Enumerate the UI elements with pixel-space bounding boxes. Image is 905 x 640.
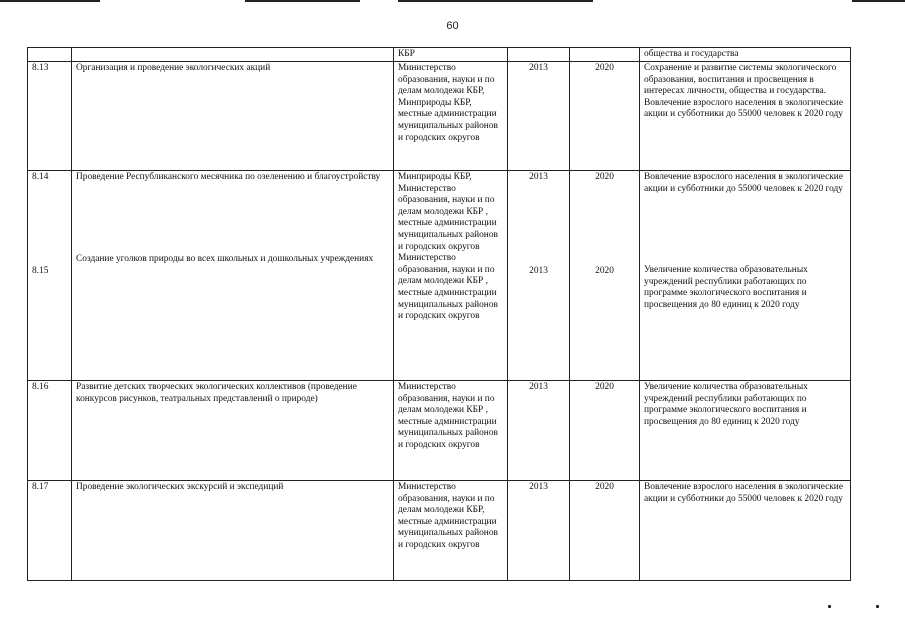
scan-artifact bbox=[398, 0, 593, 2]
result-text: Вовлечение взрослого населения в экологические акции и субботники до 55000 человек к 2020 году bbox=[644, 172, 843, 194]
result-cell: общества и государства bbox=[640, 48, 851, 62]
executor-cell: Министерство образования, науки и по делам молодежи КБР , местные администрации муниципальных районов и городских округов bbox=[394, 381, 508, 481]
event-cell: Развитие детских творческих экологических коллективов (проведение конкурсов рисунков, театральных представлений о природе) bbox=[72, 381, 394, 481]
table-row bbox=[28, 381, 851, 481]
num-cell bbox=[28, 48, 72, 62]
page-number: 60 bbox=[446, 20, 459, 32]
executor-cell: Министерство образования, науки и по делам молодежи КБР, Минприроды КБР, местные администрации муниципальных районов и городских округов bbox=[394, 62, 508, 171]
table-row bbox=[28, 481, 851, 581]
item-number: 8.15 bbox=[32, 265, 49, 276]
result-cell bbox=[640, 171, 851, 381]
scan-speck bbox=[828, 605, 831, 608]
result-cell: Сохранение и развитие системы экологического образования, воспитания и просвещения в интересах личности, общества и государства. Вовлечение взрослого населения в экологические акции и субботники до 55000 человек к 2020 году bbox=[640, 62, 851, 171]
end-year: 2020 bbox=[595, 172, 614, 182]
end-year-cell: 2020 bbox=[570, 62, 640, 171]
end-year-cell: 2020 bbox=[570, 481, 640, 581]
start-year-cell: 2013 bbox=[508, 62, 570, 171]
result-text: Увеличение количества образовательных учреждений республики работающих по программе экологического воспитания и просвещения до 80 единиц к 2020 году bbox=[644, 265, 808, 310]
scan-artifact bbox=[0, 0, 100, 2]
executor-cell: КБР bbox=[394, 48, 508, 62]
start-year: 2013 bbox=[529, 172, 548, 182]
executor-cell: Министерство образования, науки и по делам молодежи КБР, местные администрации муниципальных районов и городских округов bbox=[394, 481, 508, 581]
end-year-cell bbox=[570, 48, 640, 62]
executor-text: Министерство образования, науки и по делам молодежи КБР , местные администрации муниципальных районов и городских округов bbox=[398, 253, 498, 322]
executor-cell bbox=[394, 171, 508, 381]
table-row bbox=[28, 48, 851, 62]
measures-table bbox=[27, 47, 851, 581]
event-text: Создание уголков природы во всех школьных и дошкольных учреждениях bbox=[76, 253, 374, 264]
item-number: 8.14 bbox=[32, 172, 49, 182]
end-year: 2020 bbox=[595, 265, 614, 276]
scan-artifact bbox=[852, 0, 905, 2]
result-cell: Вовлечение взрослого населения в экологические акции и субботники до 55000 человек к 2020 году bbox=[640, 481, 851, 581]
start-year-cell: 2013 bbox=[508, 381, 570, 481]
end-year-cell: 2020 bbox=[570, 381, 640, 481]
table-row bbox=[28, 171, 851, 381]
start-year: 2013 bbox=[529, 265, 548, 276]
result-cell: Увеличение количества образовательных учреждений республики работающих по программе экологического воспитания и просвещения до 80 единиц к 2020 году bbox=[640, 381, 851, 481]
scan-artifact bbox=[245, 0, 360, 2]
event-text: Проведение Республиканского месячника по озеленению и благоустройству bbox=[76, 172, 381, 182]
start-year-cell bbox=[508, 171, 570, 381]
event-cell bbox=[72, 171, 394, 381]
num-cell bbox=[28, 171, 72, 381]
table-row bbox=[28, 62, 851, 171]
scan-speck bbox=[876, 605, 879, 608]
num-cell: 8.13 bbox=[28, 62, 72, 171]
num-cell: 8.17 bbox=[28, 481, 72, 581]
end-year-cell bbox=[570, 171, 640, 381]
event-cell bbox=[72, 48, 394, 62]
executor-text: Минприроды КБР, Министерство образования, науки и по делам молодежи КБР , местные администрации муниципальных районов и городских округов bbox=[398, 172, 498, 252]
event-cell: Проведение экологических экскурсий и экспедиций bbox=[72, 481, 394, 581]
num-cell: 8.16 bbox=[28, 381, 72, 481]
start-year-cell bbox=[508, 48, 570, 62]
start-year-cell: 2013 bbox=[508, 481, 570, 581]
event-cell: Организация и проведение экологических акций bbox=[72, 62, 394, 171]
